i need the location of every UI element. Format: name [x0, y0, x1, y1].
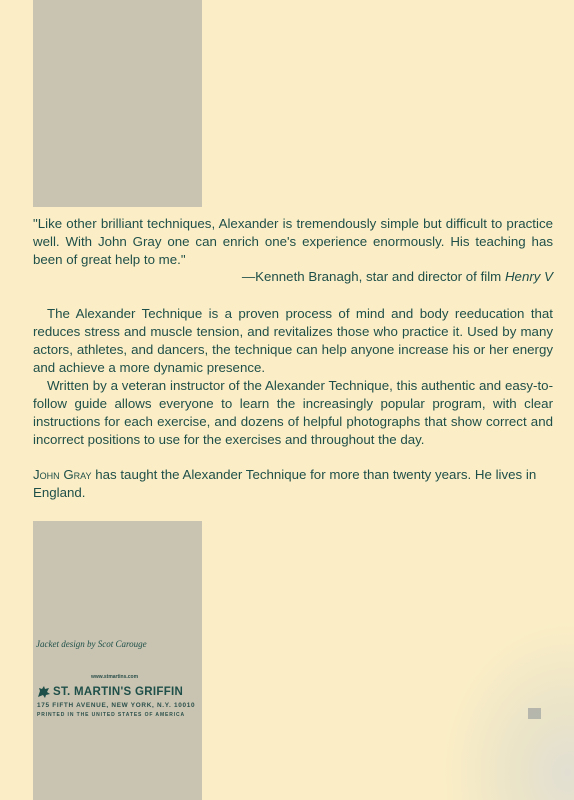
bio-text: has taught the Alexander Technique for more than twenty years. He lives in England. [33, 467, 537, 500]
author-bio [33, 466, 553, 502]
description-paragraph-2: Written by a veteran instructor of the Alexander Technique, this authentic and easy-to-follow guide allows everyone to learn the increasingly popular program, with clear instructions for each exercise, and dozens of helpful photographs that show correct and incorrect positions to use for the exercises and throughout the day. [33, 378, 553, 447]
publisher-address: 175 FIFTH AVENUE, NEW YORK, N.Y. 10010 [37, 702, 196, 709]
quote-text: "Like other brilliant techniques, Alexander is tremendously simple but difficult to practice well. With John Gray one can enrich one's experience enormously. His teaching has been of great help to me." [33, 216, 553, 267]
glare-highlight [528, 708, 541, 719]
endorsement-quote [33, 215, 553, 269]
griffin-logo-icon [37, 685, 51, 699]
jacket-design-credit: Jacket design by Scot Carouge [36, 639, 147, 649]
bio-paragraph [33, 466, 553, 502]
book-description [33, 305, 553, 449]
film-title: Henry V [504, 269, 553, 284]
printed-in-notice: PRINTED IN THE UNITED STATES OF AMERICA [37, 712, 186, 718]
photo-panel-top [33, 0, 202, 207]
photo-glare [440, 620, 574, 800]
quote-attribution [242, 269, 553, 284]
description-paragraph-1: The Alexander Technique is a proven process of mind and body reeducation that reduces stress and muscle tension, and revitalizes those who practice it. Used by many actors, athletes, and dancers, the technique can help anyone increase his or her energy and achieve a more dynamic presence. [33, 306, 553, 375]
photo-panel-bottom [33, 521, 202, 800]
publisher-name: ST. MARTIN'S GRIFFIN [53, 686, 184, 698]
publisher-url: www.stmartins.com [91, 674, 139, 680]
attribution-text: —Kenneth Branagh, star and director of film [241, 269, 505, 284]
author-name: John Gray [33, 467, 92, 482]
publisher-block [37, 685, 183, 699]
